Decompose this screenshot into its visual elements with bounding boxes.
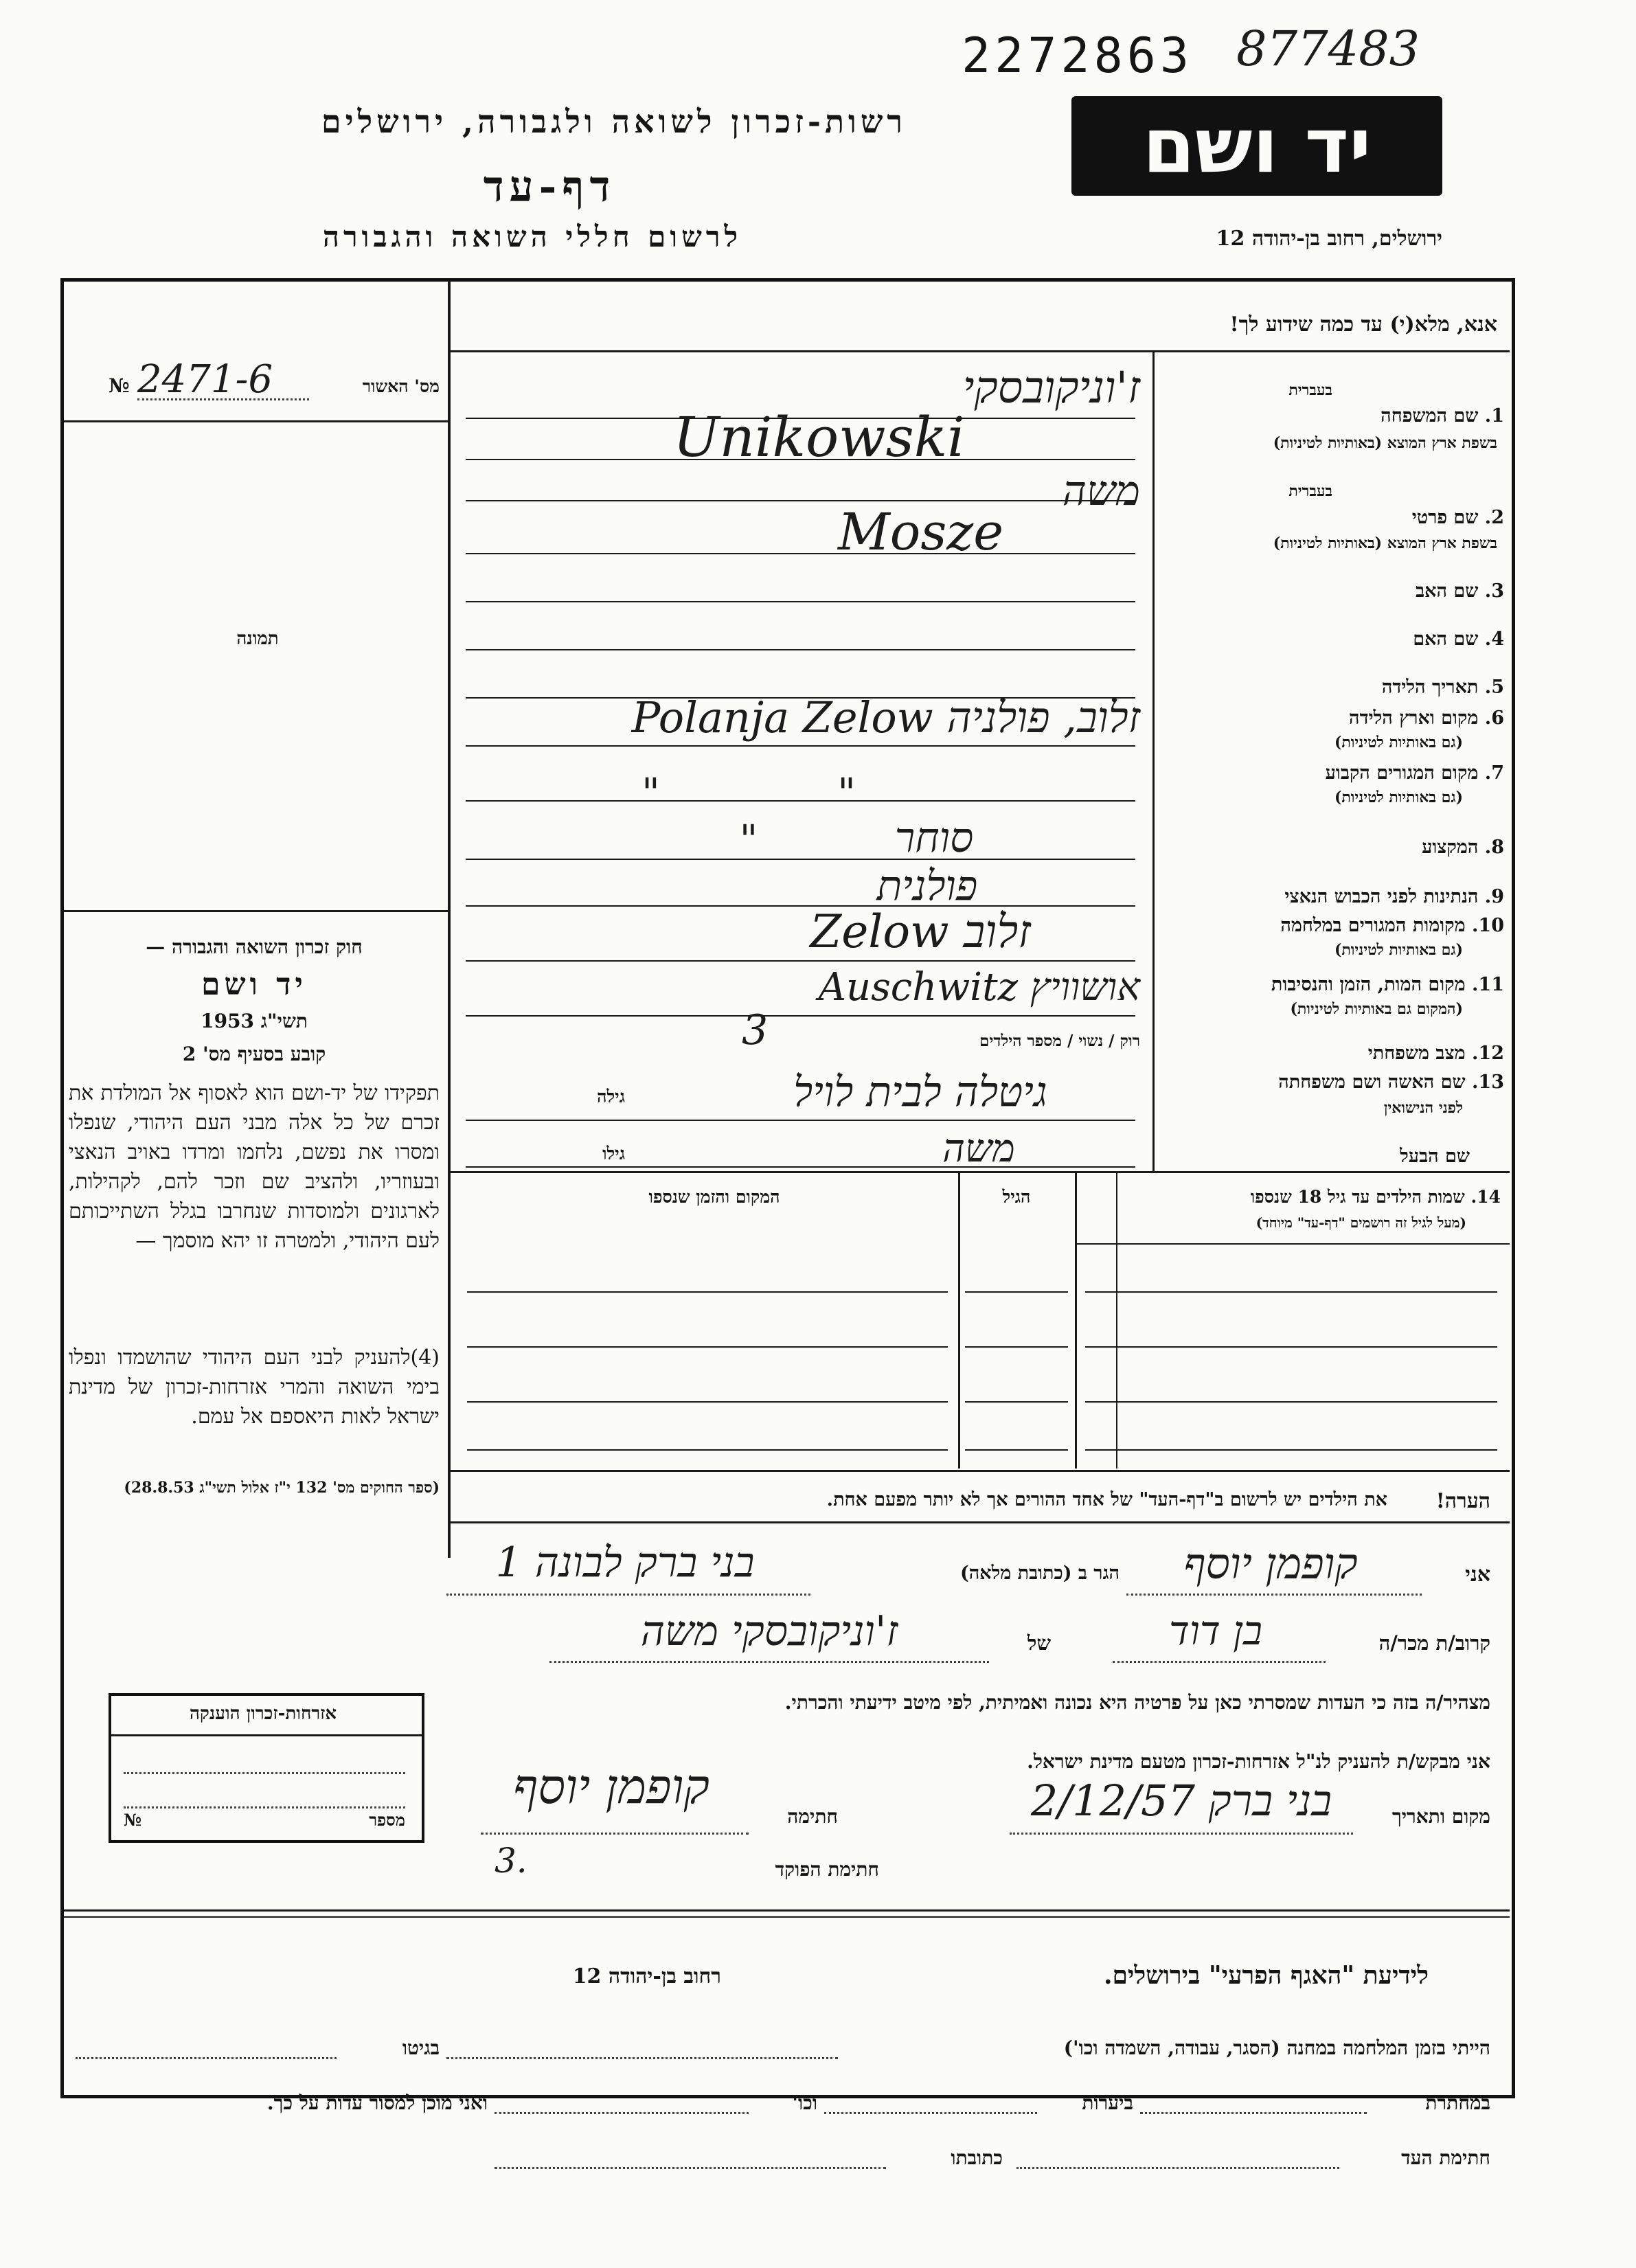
department-address: רחוב בן-יהודה 12 (572, 1964, 721, 1988)
children-count: 3 (742, 1006, 769, 1054)
law-source: (ספר החוקים מס' 132 י"ז אלול תשי"ג 28.8.53) (124, 1479, 440, 1497)
underground-label: במחתרת (1425, 2091, 1490, 2114)
husband-age-label: גילו (602, 1144, 625, 1164)
field-1-hebrew-tag: בעברית (1288, 381, 1332, 399)
field-2-sub: בשפת ארץ המוצא (באותיות לטיניות) (1273, 534, 1497, 552)
declarant-signature: קופמן יוסף (513, 1758, 709, 1815)
field-1-sub: בשפת ארץ המוצא (באותיות לטיניות) (1273, 434, 1497, 452)
address: ירושלים, רחוב בן-יהודה 12 (1216, 227, 1442, 251)
field-3-label: 3. שם האב (1416, 580, 1504, 602)
field-13-label: 13. שם האשה ושם משפחתה (1278, 1071, 1504, 1093)
surname-hebrew: ז'וניקובסקי (962, 363, 1140, 413)
nationality: פולנית (876, 862, 978, 910)
form-subtitle: לרשום חללי השואה והגבורה (322, 220, 742, 253)
field-7-label: 7. מקום המגורים הקבוע (1325, 762, 1504, 784)
relation: בן דוד (1169, 1607, 1262, 1654)
place-date-label: מקום ותאריך (1391, 1805, 1490, 1828)
org-name: רשות-זכרון לשואה ולגבורה, ירושלים (321, 103, 907, 140)
field-6-sub: (גם באותיות לטיניות) (1334, 734, 1463, 751)
resides-label: הגר ב (כתובת מלאה) (959, 1563, 1120, 1584)
photo-label: תמונה (236, 628, 279, 649)
profession: סוחר (894, 814, 974, 862)
field-10-label: 10. מקומות המגורים במלחמה (1280, 915, 1504, 936)
permanent-residence: " " " (641, 769, 938, 863)
children-age-header: הגיל (1002, 1187, 1031, 1207)
citizenship-request: אני מבקש/ת להעניק לנ"ל אזרחות-זכרון מטעם מדינת ישראל. (1027, 1750, 1490, 1773)
field-11-label: 11. מקום המות, הזמן והנסיבות (1271, 974, 1504, 995)
approval-no-prefix: № (109, 374, 130, 397)
etc-label: וכו' (792, 2091, 817, 2114)
left-column-divider (448, 280, 451, 1558)
husband-name-label: שם הבעל (1400, 1146, 1470, 1167)
yad-vashem-logo (1071, 96, 1442, 196)
field-4-label: 4. שם האם (1413, 628, 1504, 650)
law-text: תפקידו של יד-ושם הוא לאסוף אל המולדת את זכרם של כל אלה מבני העם היהודי, שנפלו ומסרו את נפשם, נלחמו ומרדו באויב הנאצי ובעוזריו, ולהציב שם וזכר להם, לקהילות, לארגונים ולמוסדות שנחרבו בגלל השתייכותם לעם היהודי, ולמטרה זו יהא מוסמך — (69, 1081, 440, 1253)
label-column-divider (1152, 352, 1155, 1172)
signature-label: חתימה (787, 1805, 838, 1828)
field-9-label: 9. הנתינות לפני הכבוש הנאצי (1284, 886, 1504, 907)
witness-signature-label: חתימת העד (1401, 2146, 1490, 2169)
children-names-header: 14. שמות הילדים עד גיל 18 שנספו (1250, 1187, 1501, 1207)
field-11-sub: (המקום גם באותיות לטיניות) (1290, 1000, 1463, 1018)
children-names-sub: (מעל לגיל זה רושמים "דף-עד" מיוחד) (1256, 1214, 1466, 1231)
row-divider (451, 350, 1510, 352)
birthplace: Polanja Zelow זלוב, פולניה (631, 692, 1140, 742)
law-year: תשי"ג 1953 (201, 1010, 308, 1032)
of-label: של (1027, 1631, 1051, 1655)
deceased-name-repeat: ז'וניקובסקי משה (640, 1607, 898, 1655)
note-label: הערה! (1435, 1489, 1490, 1513)
forests-label: ביערות (1082, 2091, 1133, 2114)
wartime-residence: Zelow זלוב (810, 905, 1031, 958)
citizenship-number-label: מספר (369, 1810, 405, 1830)
department-notice-title: לידיעת "האגף הפרעי" בירושלים. (1103, 1961, 1429, 1990)
declarant-name: קופמן יוסף (1183, 1539, 1358, 1589)
official-signature-label: חתימת הפוקד (775, 1858, 879, 1881)
field-2-label: 2. שם פרטי (1411, 507, 1504, 528)
field-10-sub: (גם באותיות לטיניות) (1334, 941, 1463, 959)
field-6-label: 6. מקום וארץ הלידה (1349, 707, 1504, 729)
law-name: יד ושם (201, 967, 307, 1002)
logo-text: יד ושם (1142, 102, 1372, 190)
place-date: בני ברק 2/12/57 (1030, 1776, 1332, 1826)
form-title: דף-עד (483, 161, 616, 212)
instruction: אנא, מלא(י) עד כמה שידוע לך! (1229, 313, 1497, 337)
field-7-sub: (גם באותיות לטיניות) (1334, 789, 1463, 806)
children-place-header: המקום והזמן שנספו (648, 1187, 780, 1207)
approval-label: מס' האשור (362, 376, 440, 396)
declarant-i-label: אני (1465, 1563, 1490, 1587)
citizenship-no-prefix: № (124, 1810, 142, 1830)
approval-number: 2471-6 (137, 357, 273, 402)
first-name-latin: Mosze (838, 503, 1004, 562)
field-8-label: 8. המקצוע (1422, 837, 1504, 858)
camp-line-end: בגיטו (402, 2037, 440, 2059)
serial-number: 2272863 (962, 27, 1194, 84)
handwritten-reference: 877483 (1236, 21, 1420, 77)
testimony-willing: ואני מוכן למסור עדות על כך. (266, 2091, 488, 2114)
law-clause: קובע בסעיף מס' 2 (182, 1043, 326, 1065)
note-text: את הילדים יש לרשום ב"דף-העד" של אחד ההורים אך לא יותר מפעם אחת. (826, 1489, 1387, 1510)
citizenship-box-title: אזרחות-זכרון הוענקה (189, 1703, 337, 1724)
declarant-address: בני ברק לבונה 1 (495, 1539, 755, 1587)
relation-label: קרוב/ת מכר/ה (1378, 1631, 1490, 1655)
official-signature: 3. (495, 1841, 527, 1881)
law-title: חוק זכרון השואה והגבורה — (146, 935, 363, 958)
law-text-2: (4)להעניק לבני העם היהודי שהושמדו ונפלו בימי השואה והמרי אזרחות-זכרון של מדינת ישראל לאות היאספם אל עמם. (69, 1346, 440, 1429)
surname-latin: Unikowski (673, 405, 965, 469)
field-5-label: 5. תאריך הלידה (1381, 677, 1504, 698)
field-2-hebrew-tag: בעברית (1288, 482, 1332, 500)
camp-line-start: הייתי בזמן המלחמה במחנה (הסגר, עבודה, השמדה וכו') (1063, 2037, 1490, 2059)
marital-status-options: רוק / נשוי / מספר הילדים (979, 1032, 1140, 1050)
wife-name: גיטלה לבית לויל (793, 1068, 1047, 1116)
husband-name: משה (942, 1126, 1015, 1171)
wife-age-label: גילה (597, 1087, 625, 1107)
witness-address-label: כתובתו (951, 2146, 1003, 2169)
field-1-label: 1. שם המשפחה (1381, 405, 1504, 427)
field-13-sub: לפני הנישואין (1383, 1099, 1463, 1117)
place-of-death: Auschwitz אושוויץ (818, 965, 1140, 1010)
declaration-statement: מצהיר/ה בזה כי העדות שמסרתי כאן על פרטיה היא נכונה ואמיתית, לפי מיטב ידיעתי והכרתי. (784, 1691, 1490, 1714)
first-name-hebrew: משה (1062, 467, 1140, 515)
field-12-label: 12. מצב משפחתי (1367, 1043, 1504, 1064)
